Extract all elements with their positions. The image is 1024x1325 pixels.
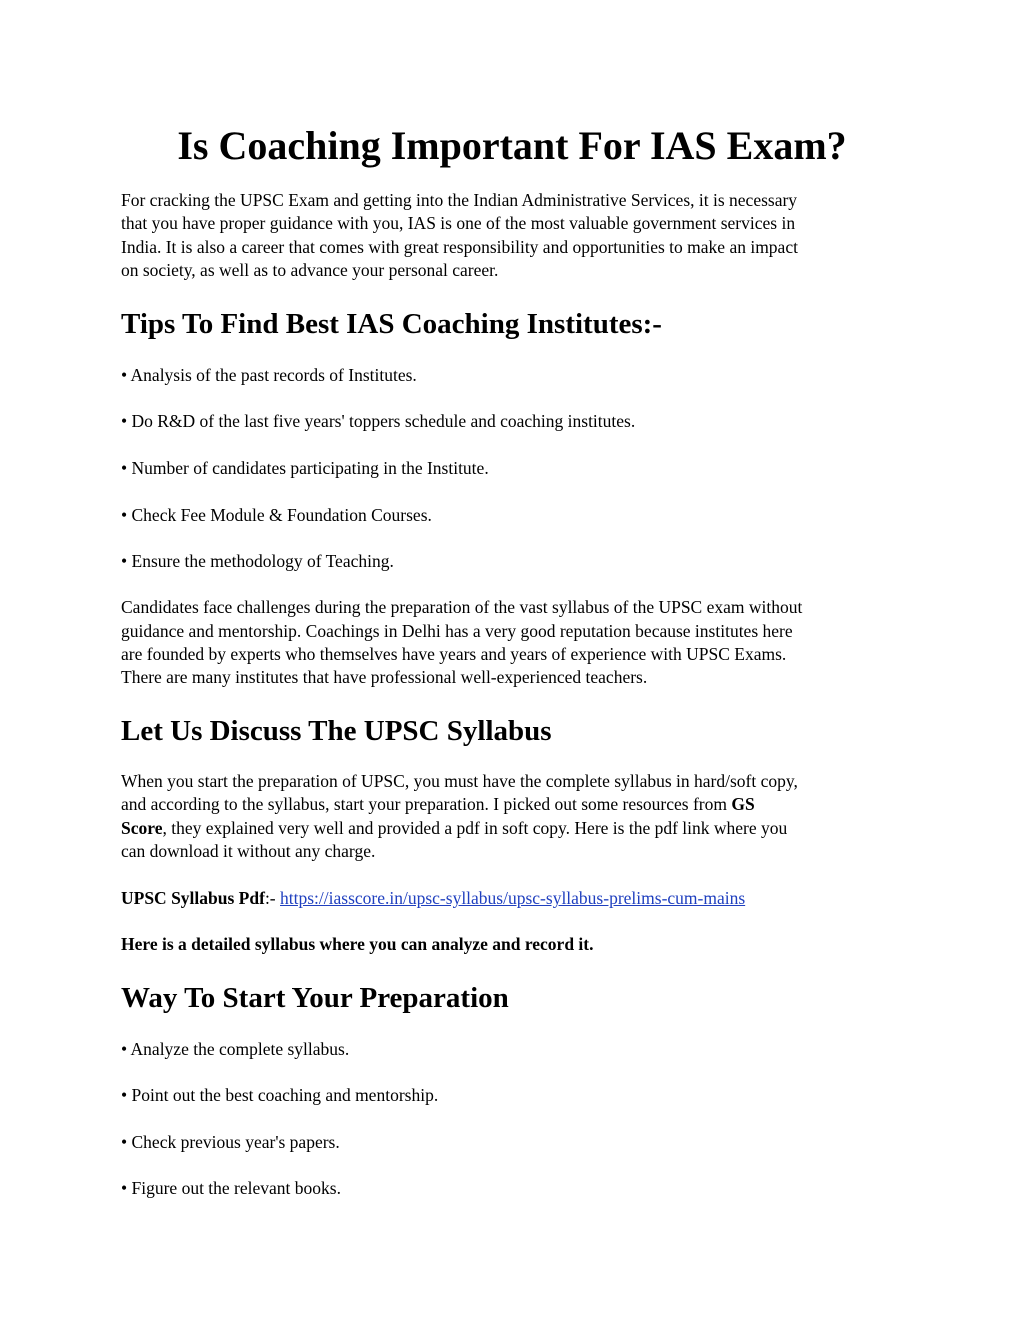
pdf-link-row: [121, 887, 745, 911]
syllabus-line-1: When you start the preparation of UPSC, you must have the complete syllabus in hard/soft copy,: [121, 771, 798, 791]
preparation-item-3: • Check previous year's papers.: [121, 1132, 340, 1152]
challenges-line-4: There are many institutes that have professional well-experienced teachers.: [121, 667, 648, 687]
challenges-line-2: guidance and mentorship. Coachings in Delhi has a very good reputation because institutes here: [121, 621, 793, 641]
intro-line-1: For cracking the UPSC Exam and getting into the Indian Administrative Services, it is necessary: [121, 190, 798, 210]
pdf-separator: :-: [264, 888, 281, 908]
intro-line-2: that you have proper guidance with you, IAS is one of the most valuable government services in: [121, 213, 796, 233]
preparation-item-2: • Point out the best coaching and mentorship.: [121, 1085, 439, 1105]
preparation-item-1: • Analyze the complete syllabus.: [121, 1039, 350, 1059]
syllabus-line-3-text: , they explained very well and provided a pdf in soft copy. Here is the pdf link where you: [162, 818, 788, 838]
gs-score-bold-1: GS: [731, 794, 755, 814]
preparation-item-4: • Figure out the relevant books.: [121, 1178, 341, 1198]
syllabus-heading: Let Us Discuss The UPSC Syllabus: [121, 715, 552, 747]
tips-item-2: • Do R&D of the last five years' toppers schedule and coaching institutes.: [121, 411, 636, 431]
challenges-line-3: are founded by experts who themselves have years and years of experience with UPSC Exams.: [121, 644, 787, 664]
detail-note: Here is a detailed syllabus where you can analyze and record it.: [121, 934, 594, 954]
tips-item-3: • Number of candidates participating in the Institute.: [121, 458, 489, 478]
pdf-label: UPSC Syllabus Pdf: [121, 888, 265, 908]
syllabus-line-4: can download it without any charge.: [121, 841, 376, 861]
tips-item-5: • Ensure the methodology of Teaching.: [121, 551, 394, 571]
upsc-syllabus-pdf-link[interactable]: https://iasscore.in/upsc-syllabus/upsc-syllabus-prelims-cum-mains: [280, 888, 746, 908]
tips-item-4: • Check Fee Module & Foundation Courses.: [121, 505, 432, 525]
intro-line-3: India. It is also a career that comes with great responsibility and opportunities to make an impact: [121, 237, 798, 257]
syllabus-line-2: [121, 793, 755, 817]
syllabus-line-2-text: and according to the syllabus, start your preparation. I picked out some resources from: [121, 794, 732, 814]
intro-line-4: on society, as well as to advance your personal career.: [121, 260, 499, 280]
gs-score-bold-2: Score: [121, 818, 163, 838]
syllabus-line-3: [121, 817, 787, 841]
preparation-heading: Way To Start Your Preparation: [121, 982, 509, 1014]
page-title: Is Coaching Important For IAS Exam?: [177, 123, 847, 168]
challenges-line-1: Candidates face challenges during the preparation of the vast syllabus of the UPSC exam without: [121, 597, 803, 617]
tips-heading: Tips To Find Best IAS Coaching Institutes:-: [121, 308, 662, 340]
tips-item-1: • Analysis of the past records of Institutes.: [121, 365, 417, 385]
